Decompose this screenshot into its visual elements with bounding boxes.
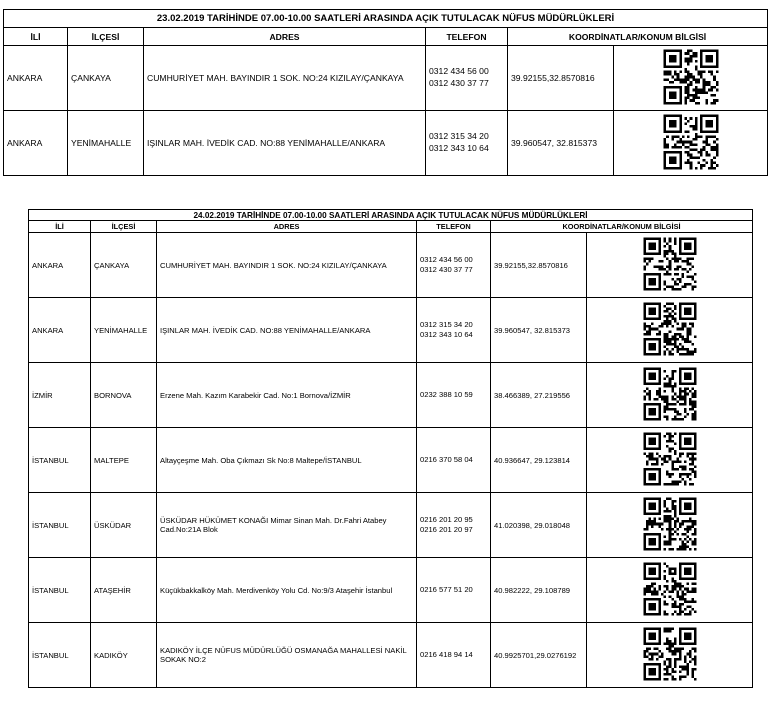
col-header-telefon: TELEFON (417, 221, 491, 233)
cell-il: İSTANBUL (29, 493, 91, 558)
col-header-ilce: İLÇESİ (68, 28, 144, 46)
phone-number-2: 0216 201 20 97 (420, 525, 473, 534)
cell-telefon (417, 558, 491, 623)
qr-code-icon (661, 112, 721, 172)
cell-telefon (426, 111, 508, 176)
cell-koordinat: 40.9925701,29.0276192 (491, 623, 587, 688)
phone-number-2: 0312 343 10 64 (429, 143, 489, 153)
phone-number-2: 0312 430 37 77 (420, 265, 473, 274)
phone-number-1: 0312 315 34 20 (420, 319, 473, 329)
cell-adres: ÜSKÜDAR HÜKÜMET KONAĞI Mimar Sinan Mah. Dr.Fahri Atabey Cad.No:21A Blok (157, 493, 417, 558)
cell-il: ANKARA (4, 111, 68, 176)
cell-koordinat: 39.960547, 32.815373 (491, 298, 587, 363)
qr-code-icon (641, 300, 699, 358)
cell-ilce: YENİMAHALLE (91, 298, 157, 363)
table-feb-24 (28, 209, 753, 688)
table-title: 23.02.2019 TARİHİNDE 07.00-10.00 SAATLERİ ARASINDA AÇIK TUTULACAK NÜFUS MÜDÜRLÜKLERİ (4, 10, 768, 28)
col-header-adres: ADRES (144, 28, 426, 46)
table-row (29, 363, 753, 428)
phone-number-1: 0312 434 56 00 (420, 254, 473, 264)
cell-koordinat: 40.982222, 29.108789 (491, 558, 587, 623)
cell-telefon (426, 46, 508, 111)
col-header-ilce: İLÇESİ (91, 221, 157, 233)
phone-number-1: 0232 388 10 59 (420, 389, 473, 399)
phone-number-1: 0312 434 56 00 (429, 66, 489, 77)
cell-ilce: YENİMAHALLE (68, 111, 144, 176)
qr-code-icon (641, 495, 699, 553)
table-title: 24.02.2019 TARİHİNDE 07.00-10.00 SAATLERİ ARASINDA AÇIK TUTULACAK NÜFUS MÜDÜRLÜKLERİ (29, 210, 753, 221)
cell-adres: CUMHURİYET MAH. BAYINDIR 1 SOK. NO:24 KIZILAY/ÇANKAYA (157, 233, 417, 298)
cell-il: İZMİR (29, 363, 91, 428)
cell-koordinat: 40.936647, 29.123814 (491, 428, 587, 493)
cell-koordinat: 39.92155,32.8570816 (491, 233, 587, 298)
table-row (29, 493, 753, 558)
cell-ilce: ÇANKAYA (68, 46, 144, 111)
cell-telefon (417, 493, 491, 558)
table-row (4, 111, 768, 176)
cell-koordinat: 39.92155,32.8570816 (508, 46, 614, 111)
cell-qr (614, 46, 768, 111)
cell-koordinat: 39.960547, 32.815373 (508, 111, 614, 176)
table-row (29, 298, 753, 363)
cell-telefon (417, 428, 491, 493)
cell-il: ANKARA (29, 298, 91, 363)
phone-number-2: 0312 430 37 77 (429, 78, 489, 88)
cell-adres: Erzene Mah. Kazım Karabekir Cad. No:1 Bornova/İZMİR (157, 363, 417, 428)
table-row (29, 623, 753, 688)
table-feb-23 (3, 9, 768, 176)
cell-qr (587, 623, 753, 688)
cell-telefon (417, 298, 491, 363)
cell-il: İSTANBUL (29, 558, 91, 623)
phone-number-1: 0216 418 94 14 (420, 649, 473, 659)
cell-ilce: MALTEPE (91, 428, 157, 493)
cell-qr (587, 493, 753, 558)
cell-qr (587, 363, 753, 428)
cell-il: ANKARA (4, 46, 68, 111)
cell-il: İSTANBUL (29, 623, 91, 688)
cell-ilce: ÇANKAYA (91, 233, 157, 298)
col-header-il: İLİ (29, 221, 91, 233)
cell-qr (587, 558, 753, 623)
cell-koordinat: 41.020398, 29.018048 (491, 493, 587, 558)
phone-number-1: 0216 577 51 20 (420, 584, 473, 594)
col-header-adres: ADRES (157, 221, 417, 233)
cell-telefon (417, 233, 491, 298)
cell-adres: IŞINLAR MAH. İVEDİK CAD. NO:88 YENİMAHALLE/ANKARA (144, 111, 426, 176)
qr-code-icon (641, 365, 699, 423)
cell-il: İSTANBUL (29, 428, 91, 493)
table-row (29, 558, 753, 623)
cell-ilce: ÜSKÜDAR (91, 493, 157, 558)
col-header-il: İLİ (4, 28, 68, 46)
cell-qr (614, 111, 768, 176)
cell-telefon (417, 363, 491, 428)
qr-code-icon (661, 47, 721, 107)
qr-code-icon (641, 560, 699, 618)
cell-adres: KADIKÖY İLÇE NÜFUS MÜDÜRLÜĞÜ OSMANAĞA MAHALLESİ NAKİL SOKAK NO:2 (157, 623, 417, 688)
table-row (29, 428, 753, 493)
cell-koordinat: 38.466389, 27.219556 (491, 363, 587, 428)
cell-adres: Küçükbakkalköy Mah. Merdivenköy Yolu Cd. No:9/3 Ataşehir İstanbul (157, 558, 417, 623)
cell-qr (587, 233, 753, 298)
table-row (4, 46, 768, 111)
cell-telefon (417, 623, 491, 688)
cell-adres: CUMHURİYET MAH. BAYINDIR 1 SOK. NO:24 KIZILAY/ÇANKAYA (144, 46, 426, 111)
col-header-koordinat: KOORDİNATLAR/KONUM BİLGİSİ (491, 221, 753, 233)
col-header-telefon: TELEFON (426, 28, 508, 46)
cell-ilce: BORNOVA (91, 363, 157, 428)
qr-code-icon (641, 235, 699, 293)
cell-ilce: ATAŞEHİR (91, 558, 157, 623)
phone-number-1: 0216 370 58 04 (420, 454, 473, 464)
phone-number-1: 0216 201 20 95 (420, 514, 473, 524)
cell-adres: IŞINLAR MAH. İVEDİK CAD. NO:88 YENİMAHALLE/ANKARA (157, 298, 417, 363)
qr-code-icon (641, 430, 699, 488)
cell-ilce: KADIKÖY (91, 623, 157, 688)
qr-code-icon (641, 625, 699, 683)
phone-number-2: 0312 343 10 64 (420, 330, 473, 339)
table-row (29, 233, 753, 298)
cell-qr (587, 298, 753, 363)
phone-number-1: 0312 315 34 20 (429, 131, 489, 142)
cell-il: ANKARA (29, 233, 91, 298)
col-header-koordinat: KOORDİNATLAR/KONUM BİLGİSİ (508, 28, 768, 46)
cell-adres: Altayçeşme Mah. Oba Çıkmazı Sk No:8 Maltepe/İSTANBUL (157, 428, 417, 493)
cell-qr (587, 428, 753, 493)
